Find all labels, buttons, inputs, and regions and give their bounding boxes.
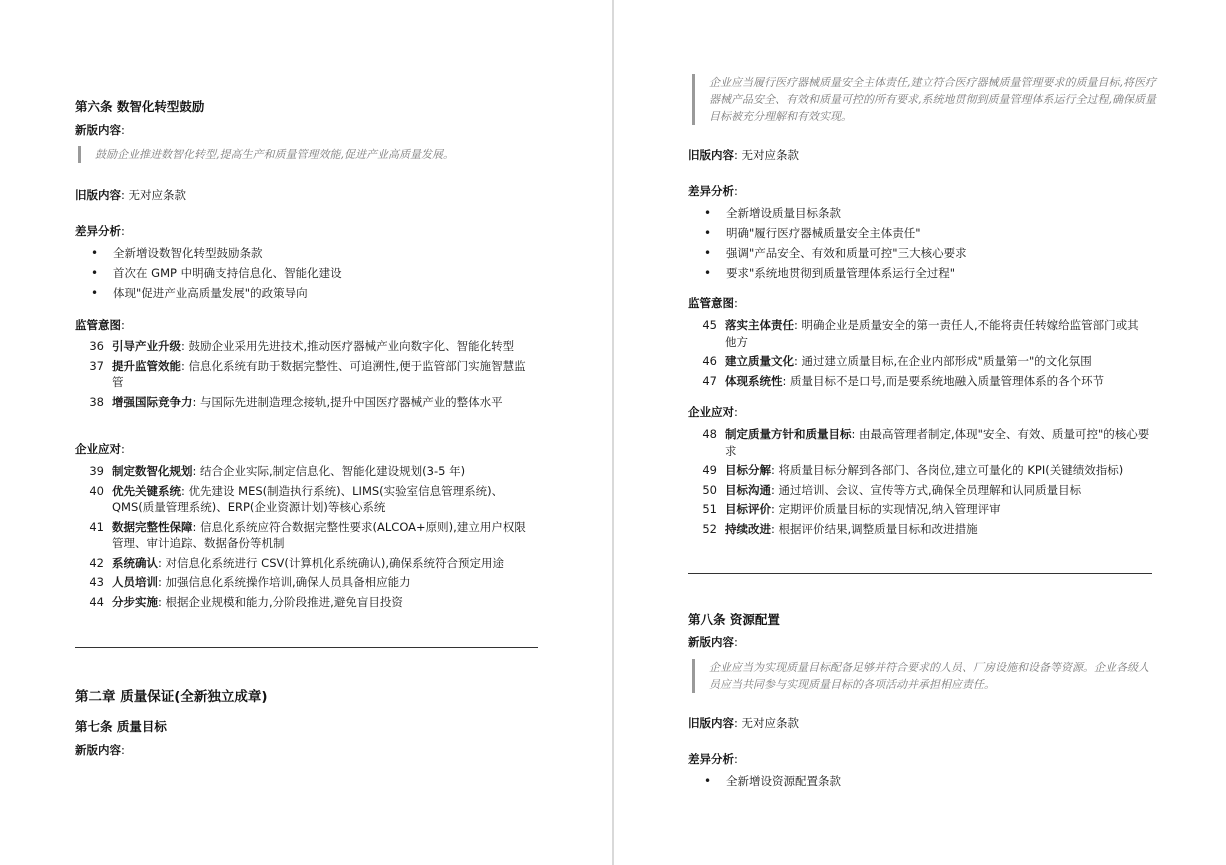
item-text: 加强信息化系统操作培训,确保人员具备相应能力 [165, 575, 411, 589]
article-6-new-quote: 鼓励企业推进数智化转型,提高生产和质量管理效能,促进产业高质量发展。 [78, 146, 535, 163]
list-item: 42 系统确认: 对信息化系统进行 CSV(计算机化系统确认),确保系统符合预定用途 [75, 555, 533, 572]
article-7-response-list [688, 426, 1150, 540]
item-text: 将质量目标分解到各部门、各岗位,建立可量化的 KPI(关键绩效指标) [778, 463, 1124, 477]
item-number: 47 [702, 373, 717, 388]
item-title: 引导产业升级 [112, 339, 181, 353]
list-item: 50 目标沟通: 通过培训、会议、宣传等方式,确保全员理解和认同质量目标 [688, 482, 1150, 499]
item-number: 51 [702, 502, 717, 516]
label-text: 差异分析 [688, 184, 734, 198]
list-item: 37 提升监管效能: 信息化系统有助于数据完整性、可追溯性,便于监管部门实施智慧监管 [75, 358, 533, 391]
item-number: 45 [702, 318, 717, 332]
item-title: 系统确认 [112, 555, 158, 570]
item-text: 定期评价质量目标的实现情况,纳入管理评审 [778, 502, 1001, 516]
article-7-response-label: 企业应对: [688, 405, 738, 419]
article-7-new-label: 新版内容: [75, 743, 125, 757]
list-item: 44 分步实施: 根据企业规模和能力,分阶段推进,避免盲目投资 [75, 594, 533, 611]
item-number: 42 [89, 555, 104, 570]
item-number: 48 [702, 427, 717, 441]
item-title: 目标分解 [725, 463, 771, 477]
item-number: 40 [89, 483, 104, 498]
item-number: 38 [89, 394, 104, 409]
article-8-diff-list [688, 771, 841, 791]
item-text: 根据企业规模和能力,分阶段推进,避免盲目投资 [165, 594, 403, 609]
list-item: • 全新增设数智化转型鼓励条款 [75, 243, 342, 263]
list-item: 43 人员培训: 加强信息化系统操作培训,确保人员具备相应能力 [75, 574, 533, 591]
list-item: 40 优先关键系统: 优先建设 MES(制造执行系统)、LIMS(实验室信息管理系统)、QMS(质量管理系统)、ERP(企业资源计划)等核心系统 [75, 483, 533, 516]
item-title: 数据完整性保障 [112, 519, 193, 534]
section-divider [688, 573, 1152, 574]
document-page-right [614, 0, 1226, 865]
article-7-intent-list [688, 317, 1150, 392]
label-text: 企业应对 [688, 405, 734, 419]
list-item: 46 建立质量文化: 通过建立质量目标,在企业内部形成"质量第一"的文化氛围 [688, 353, 1150, 370]
article-8-diff-label: 差异分析: [688, 752, 738, 766]
article-8-title: 第八条 资源配置 [688, 612, 780, 627]
item-text: 根据评价结果,调整质量目标和改进措施 [778, 521, 978, 536]
item-text: 由最高管理者制定,体现"安全、有效、质量可控"的核心要求 [725, 427, 1150, 458]
list-item: 52 持续改进: 根据评价结果,调整质量目标和改进措施 [688, 521, 1150, 538]
article-6-old-content: 旧版内容: 无对应条款 [75, 188, 187, 202]
article-6-response-label: 企业应对: [75, 442, 125, 456]
list-item: • 强调"产品安全、有效和质量可控"三大核心要求 [688, 243, 967, 263]
item-number: 46 [702, 354, 717, 368]
item-title: 分步实施 [112, 594, 158, 609]
item-text: 优先建设 MES(制造执行系统)、LIMS(实验室信息管理系统)、QMS(质量管理系统)、ERP(企业资源计划)等核心系统 [112, 483, 504, 514]
label-text: 新版内容 [75, 743, 121, 757]
list-item: • 体现"促进产业高质量发展"的政策导向 [75, 283, 342, 303]
list-item: • 明确"履行医疗器械质量安全主体责任" [688, 223, 967, 243]
item-title: 建立质量文化 [725, 354, 794, 368]
item-text: 信息化系统应符合数据完整性要求(ALCOA+原则),建立用户权限管理、审计追踪、数据备份等机制 [112, 519, 526, 550]
list-item: • 要求"系统地贯彻到质量管理体系运行全过程" [688, 263, 967, 283]
item-text: 对信息化系统进行 CSV(计算机化系统确认),确保系统符合预定用途 [165, 555, 505, 570]
list-item: 36 引导产业升级: 鼓励企业采用先进技术,推动医疗器械产业向数字化、智能化转型 [75, 338, 533, 355]
article-7-old-content: 旧版内容: 无对应条款 [688, 148, 800, 162]
item-text: 通过建立质量目标,在企业内部形成"质量第一"的文化氛围 [801, 354, 1092, 368]
article-8-new-label: 新版内容: [688, 635, 738, 649]
item-title: 目标沟通 [725, 482, 771, 497]
label-text: 差异分析 [688, 752, 734, 766]
article-6-title: 第六条 数智化转型鼓励 [75, 99, 205, 114]
item-number: 43 [89, 575, 104, 589]
article-6-intent-label: 监管意图: [75, 318, 125, 332]
section-divider [75, 647, 538, 648]
old-content-value: 无对应条款 [128, 188, 187, 202]
item-title: 目标评价 [725, 502, 771, 516]
list-item: 49 目标分解: 将质量目标分解到各部门、各岗位,建立可量化的 KPI(关键绩效指标) [688, 462, 1150, 479]
item-number: 36 [89, 339, 104, 353]
item-title: 提升监管效能 [112, 358, 181, 373]
item-title: 落实主体责任 [725, 318, 794, 332]
article-6-intent-list [75, 338, 533, 413]
article-6-response-list [75, 463, 533, 613]
item-number: 41 [89, 519, 104, 534]
item-title: 优先关键系统 [112, 483, 181, 498]
item-number: 39 [89, 464, 104, 478]
label-text: 旧版内容 [688, 148, 734, 162]
list-item: • 全新增设资源配置条款 [688, 771, 841, 791]
label-text: 新版内容 [75, 123, 121, 137]
label-text: 旧版内容 [688, 716, 734, 730]
item-text: 质量目标不是口号,而是要系统地融入质量管理体系的各个环节 [790, 373, 1105, 388]
article-6-diff-list [75, 243, 342, 303]
article-7-title: 第七条 质量目标 [75, 719, 167, 734]
item-title: 增强国际竞争力 [112, 394, 193, 409]
item-title: 制定质量方针和质量目标 [725, 427, 852, 441]
label-text: 新版内容 [688, 635, 734, 649]
item-text: 结合企业实际,制定信息化、智能化建设规划(3-5 年) [200, 464, 466, 478]
chapter-2-title: 第二章 质量保证(全新独立成章) [75, 689, 268, 705]
list-item: 51 目标评价: 定期评价质量目标的实现情况,纳入管理评审 [688, 501, 1150, 518]
list-item: 41 数据完整性保障: 信息化系统应符合数据完整性要求(ALCOA+原则),建立用户权限管理、审计追踪、数据备份等机制 [75, 519, 533, 552]
old-content-value: 无对应条款 [741, 716, 800, 730]
list-item: 39 制定数智化规划: 结合企业实际,制定信息化、智能化建设规划(3-5 年) [75, 463, 533, 480]
item-text: 信息化系统有助于数据完整性、可追溯性,便于监管部门实施智慧监管 [112, 358, 526, 389]
list-item: • 全新增设质量目标条款 [688, 203, 967, 223]
list-item: 38 增强国际竞争力: 与国际先进制造理念接轨,提升中国医疗器械产业的整体水平 [75, 394, 533, 411]
list-item: • 首次在 GMP 中明确支持信息化、智能化建设 [75, 263, 342, 283]
list-item: 48 制定质量方针和质量目标: 由最高管理者制定,体现"安全、有效、质量可控"的核心要求 [688, 426, 1150, 459]
list-item: 45 落实主体责任: 明确企业是质量安全的第一责任人,不能将责任转嫁给监管部门或其他方 [688, 317, 1150, 350]
item-text: 通过培训、会议、宣传等方式,确保全员理解和认同质量目标 [778, 482, 1082, 497]
item-title: 持续改进 [725, 521, 771, 536]
old-content-value: 无对应条款 [741, 148, 800, 162]
article-7-diff-list [688, 203, 967, 283]
label-text: 监管意图 [75, 318, 121, 332]
item-text: 鼓励企业采用先进技术,推动医疗器械产业向数字化、智能化转型 [188, 339, 515, 353]
item-number: 52 [702, 521, 717, 536]
article-7-intent-label: 监管意图: [688, 296, 738, 310]
item-text: 明确企业是质量安全的第一责任人,不能将责任转嫁给监管部门或其他方 [725, 318, 1139, 349]
article-7-new-quote: 企业应当履行医疗器械质量安全主体责任,建立符合医疗器械质量管理要求的质量目标,将医疗器械产品安全、有效和质量可控的所有要求,系统地贯彻到质量管理体系运行全过程,确保质量目标被充分理解和有效实现。 [692, 74, 1157, 125]
label-text: 旧版内容 [75, 188, 121, 202]
article-8-old-content: 旧版内容: 无对应条款 [688, 716, 800, 730]
article-7-diff-label: 差异分析: [688, 184, 738, 198]
item-title: 体现系统性 [725, 373, 783, 388]
item-title: 人员培训 [112, 575, 158, 589]
item-number: 50 [702, 482, 717, 497]
item-number: 37 [89, 358, 104, 373]
item-number: 49 [702, 463, 717, 477]
article-6-diff-label: 差异分析: [75, 224, 125, 238]
item-number: 44 [89, 594, 104, 609]
document-page-left [0, 0, 612, 865]
article-8-new-quote: 企业应当为实现质量目标配备足够并符合要求的人员、厂房设施和设备等资源。企业各级人员应当共同参与实现质量目标的各项活动并承担相应责任。 [692, 659, 1157, 693]
item-text: 与国际先进制造理念接轨,提升中国医疗器械产业的整体水平 [200, 394, 503, 409]
label-text: 企业应对 [75, 442, 121, 456]
label-text: 差异分析 [75, 224, 121, 238]
list-item: 47 体现系统性: 质量目标不是口号,而是要系统地融入质量管理体系的各个环节 [688, 373, 1150, 390]
label-text: 监管意图 [688, 296, 734, 310]
article-6-new-label: 新版内容: [75, 123, 125, 137]
item-title: 制定数智化规划 [112, 464, 193, 478]
